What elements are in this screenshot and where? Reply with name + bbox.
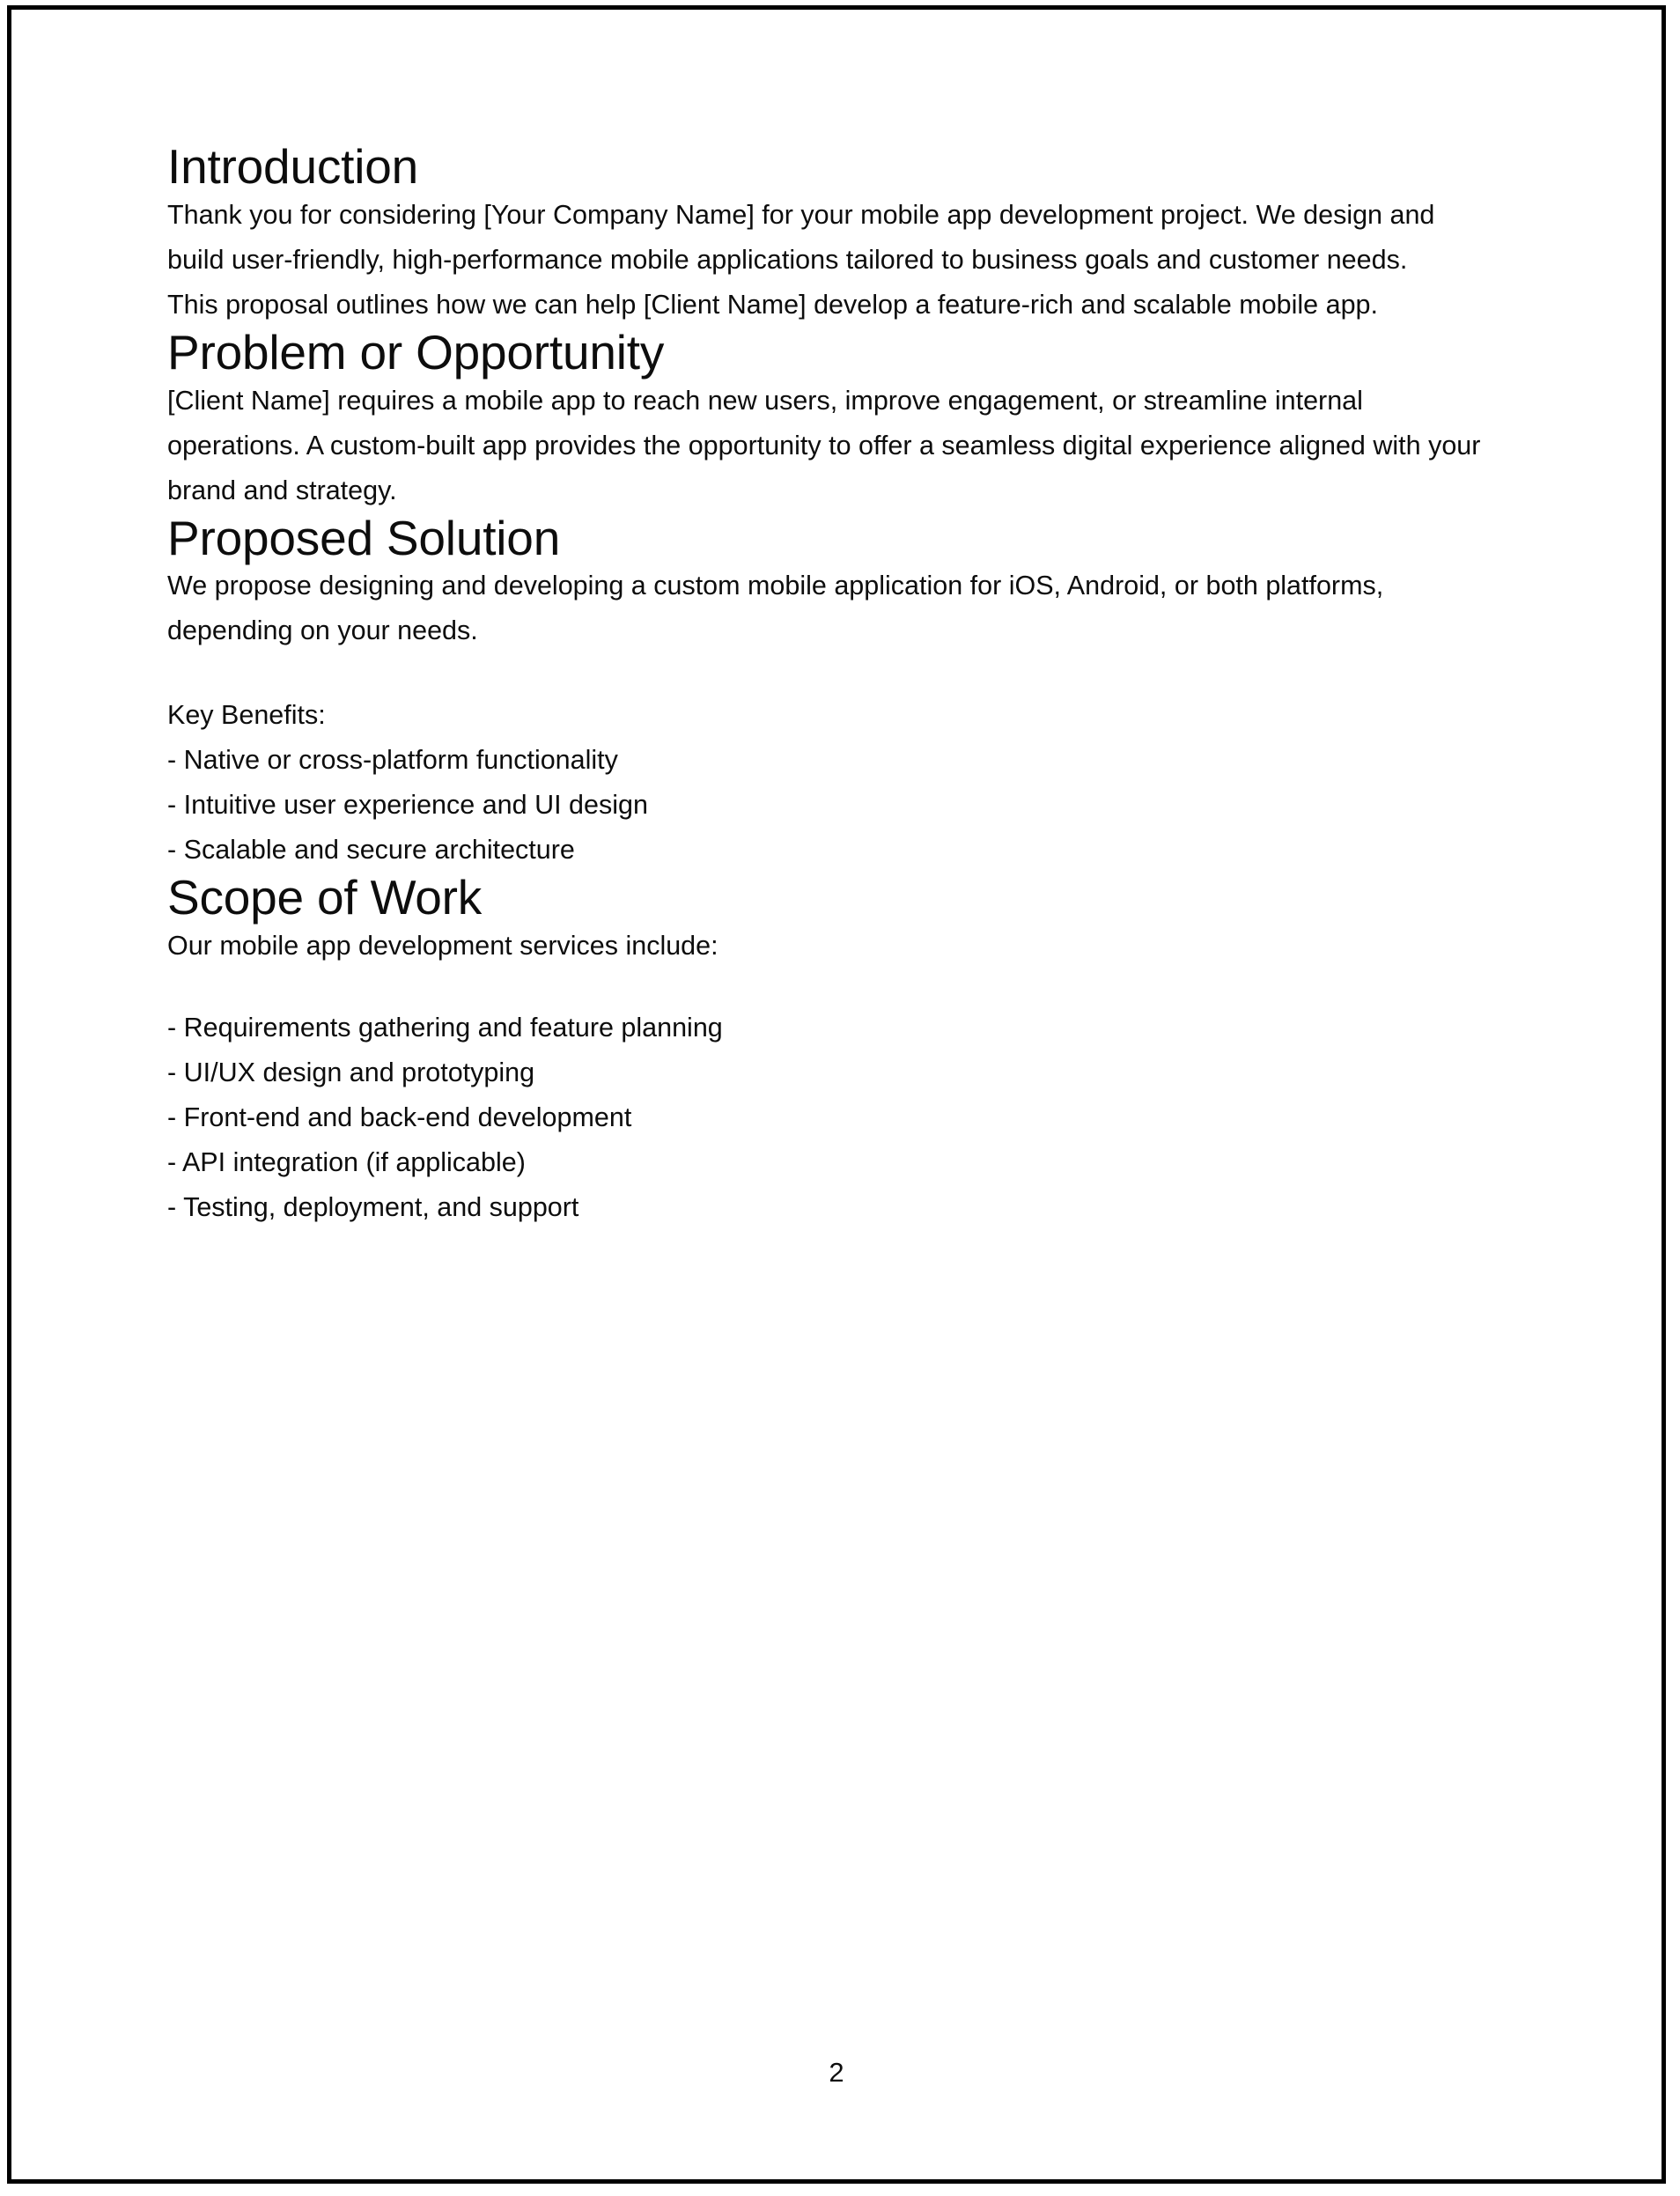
paragraph-problem-or-opportunity: [Client Name] requires a mobile app to reach new users, improve engagement, or streamline internal operations. A custom-built app provides the opportunity to offer a seamless digital experience aligned with your brand and strategy. (167, 385, 1481, 505)
scope-of-work-list (167, 1006, 1506, 1230)
list-item: - API integration (if applicable) (167, 1147, 526, 1177)
heading-proposed-solution: Proposed Solution (167, 510, 561, 565)
list-item: - Intuitive user experience and UI design (167, 790, 648, 821)
key-benefits-block (167, 693, 1506, 873)
heading-introduction: Introduction (167, 139, 419, 194)
list-item: - Front-end and back-end development (167, 1102, 632, 1132)
list-item: - Scalable and secure architecture (167, 835, 575, 866)
paragraph-scope-of-work: Our mobile app development services include: (167, 931, 718, 961)
document-page (11, 10, 1662, 2179)
list-item: - Native or cross-platform functionality (167, 745, 618, 776)
key-benefits-label: Key Benefits: (167, 700, 326, 731)
page-number: 2 (829, 2057, 844, 2088)
document-body (167, 139, 1506, 1230)
list-item: - UI/UX design and prototyping (167, 1057, 535, 1087)
paragraph-introduction-2: This proposal outlines how we can help [Client Name] develop a feature-rich and scalable mobile app. (167, 289, 1378, 320)
list-item: - Requirements gathering and feature planning (167, 1013, 723, 1043)
paragraph-proposed-solution: We propose designing and developing a custom mobile application for iOS, Android, or both platforms, depending on your needs. (167, 571, 1384, 646)
list-item: - Testing, deployment, and support (167, 1192, 579, 1222)
page-border-frame (7, 5, 1666, 2184)
heading-problem-or-opportunity: Problem or Opportunity (167, 324, 665, 380)
heading-scope-of-work: Scope of Work (167, 870, 483, 925)
paragraph-introduction-1: Thank you for considering [Your Company Name] for your mobile app development project. We design and build user-friendly, high-performance mobile applications tailored to business goals and customer needs. (167, 199, 1435, 275)
